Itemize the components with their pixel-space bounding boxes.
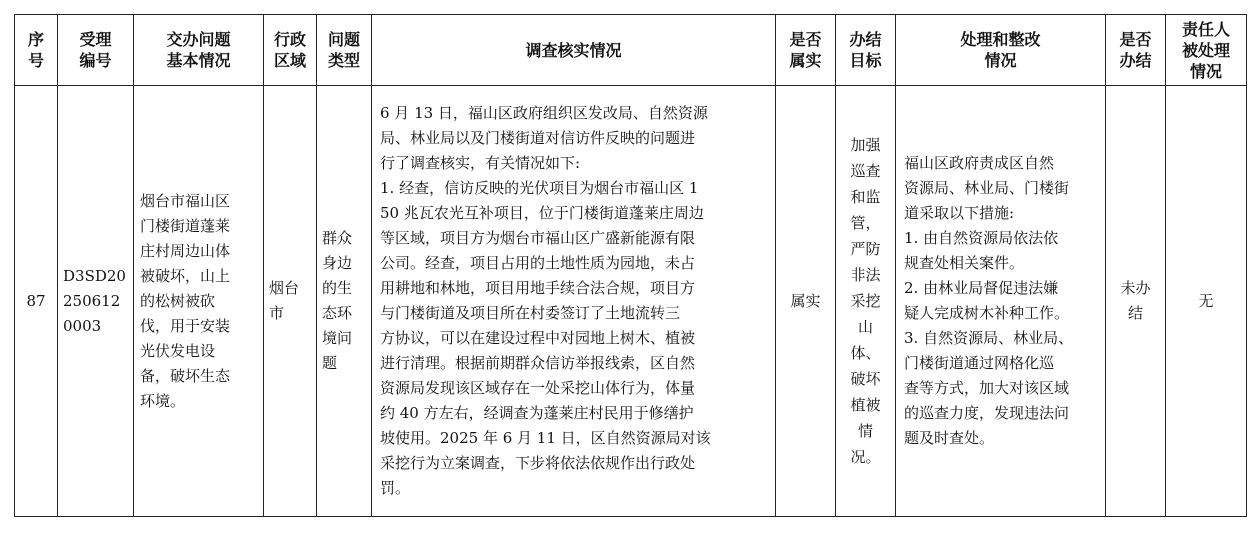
header-index: 序 号 xyxy=(15,15,58,86)
header-type: 问题 类型 xyxy=(317,15,372,86)
cell-investigation: 6 月 13 日，福山区政府组织区发改局、自然资源 局、林业局以及门楼街道对信访件反映的问题进 行了调查核实，有关情况如下: 1. 经查，信访反映的光伏项目为烟台市福山区 1 50 兆瓦农光互补项目，位于门楼街道蓬莱庄周边 等区域，项目方为烟台市福山区广盛新能源有限 公司。经查，项目占用的土地性质为园地，未占 用耕地和林地，项目用地手续合法合规，项目方 与门楼街道及项目所在村委签订了土地流转三 方协议，可以在建设过程中对园地上树木、植被 进行清理。根据前期群众信访举报线索，区自然 资源局发现该区域存在一处采挖山体行为，体量 约 40 方左右，经调查为蓬莱庄村民用于修缮护 坡使用。2025 年 6 月 11 日，区自然资源局对该 采挖行为立案调查，下步将依法依规作出行政处 罚。 xyxy=(372,86,776,517)
header-investigation: 调查核实情况 xyxy=(372,15,776,86)
header-case-id: 受理 编号 xyxy=(58,15,134,86)
header-responsible: 责任人 被处理 情况 xyxy=(1166,15,1247,86)
cell-responsible: 无 xyxy=(1166,86,1247,517)
header-issue: 交办问题 基本情况 xyxy=(134,15,264,86)
cell-goal: 加强 巡查 和监 管， 严防 非法 采挖 山 体、 破坏 植被 情 况。 xyxy=(836,86,896,517)
cell-completed: 未办 结 xyxy=(1106,86,1166,517)
cell-type: 群众 身边 的生 态环 境问 题 xyxy=(317,86,372,517)
header-row xyxy=(15,15,1247,86)
cell-region: 烟台 市 xyxy=(264,86,317,517)
header-completed: 是否 办结 xyxy=(1106,15,1166,86)
cell-verified: 属实 xyxy=(776,86,836,517)
header-region: 行政 区域 xyxy=(264,15,317,86)
cell-handling: 福山区政府责成区自然 资源局、林业局、门楼街 道采取以下措施: 1. 由自然资源局依法依 规查处相关案件。 2. 由林业局督促违法嫌 疑人完成树木补种工作。 3. 自然资源局、林业局、 门楼街道通过网格化巡 查等方式，加大对该区域 的巡查力度，发现违法问 题及时查处。 xyxy=(896,86,1106,517)
cell-issue: 烟台市福山区 门楼街道蓬莱 庄村周边山体 被破坏，山上 的松树被砍 伐，用于安装 光伏发电设 备，破坏生态 环境。 xyxy=(134,86,264,517)
header-verified: 是否 属实 xyxy=(776,15,836,86)
header-goal: 办结 目标 xyxy=(836,15,896,86)
table-wrapper xyxy=(14,14,1247,517)
cell-index: 87 xyxy=(15,86,58,517)
table-row xyxy=(15,86,1247,517)
header-handling: 处理和整改 情况 xyxy=(896,15,1106,86)
cell-case-id: D3SD20 250612 0003 xyxy=(58,86,134,517)
case-table xyxy=(14,14,1247,517)
